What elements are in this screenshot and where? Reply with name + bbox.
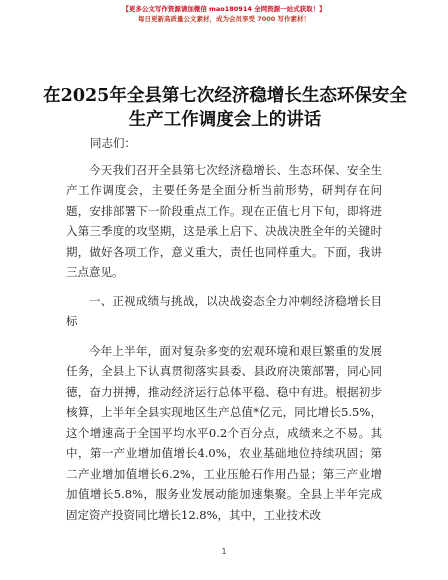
document-body: [66, 133, 382, 525]
document-title: 在2025年全县第七次经济稳增长生态环保安全生产工作调度会上的讲话: [43, 86, 407, 130]
salutation: 同志们：: [90, 136, 136, 150]
promo-banner-line-2: 每日更新高质量公文素材，成为会员享受 7000 写作素材！: [137, 15, 311, 23]
intro-paragraph: 今天我们召开全县第七次经济稳增长、生态环保、安全生产工作调度会，主要任务是全面分析当前形势，研判存在问题，安排部署下一阶段重点工作。现在正值七月下旬，即将进入第三季度的攻坚期，这是承上启下、决战决胜全年的关键时期，做好各项工作，意义重大，责任也同样重大。下面，我讲三点意见。: [66, 162, 382, 279]
promo-banner: [0, 4, 448, 24]
section-paragraph: 今年上半年，面对复杂多变的宏观环境和艰巨繁重的发展任务，全县上下认真贯彻落实县委、县政府决策部署，同心同德，奋力拼搏，推动经济运行总体平稳、稳中有进。根据初步核算，上半年全县实现地区生产总值*亿元，同比增长5.5%，这个增速高于全国平均水平0.2个百分点，成绩来之不易。其中，第一产业增加值增长4.0%，农业基础地位持续巩固；第二产业增加值增长6.2%，工业压舱石作用凸显；第三产业增加值增长5.8%，服务业发展动能加速集聚。全县上半年完成固定资产投资同比增长12.8%，其中，工业技术改: [66, 343, 382, 522]
promo-banner-line-1: 【更多公文写作资源请加微信 mao180914 全网资源一站式获取！】: [122, 5, 326, 13]
section-heading: 一、正视成绩与挑战，以决战姿态全力冲刺经济稳增长目标: [66, 293, 382, 328]
page-number: 1: [221, 547, 227, 556]
